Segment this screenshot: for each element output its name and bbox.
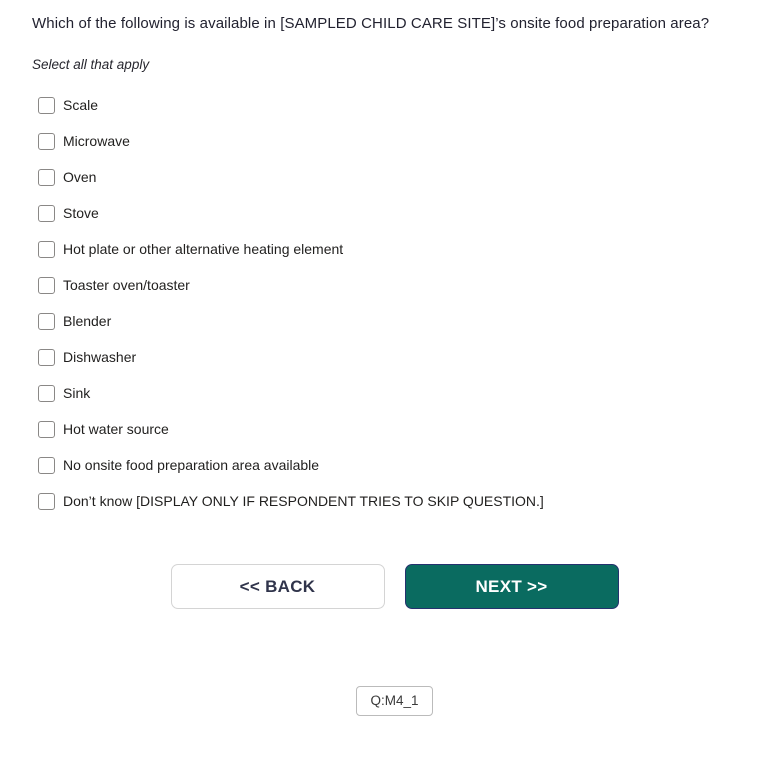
option-row-hot-water-source[interactable] (38, 411, 734, 447)
option-checkbox[interactable] (38, 133, 55, 150)
checkbox-option-list (38, 87, 734, 519)
question-id-row (32, 686, 734, 716)
option-row-sink[interactable] (38, 375, 734, 411)
next-button[interactable]: NEXT >> (405, 564, 619, 609)
option-checkbox[interactable] (38, 349, 55, 366)
option-row-hot-plate[interactable] (38, 231, 734, 267)
option-row-microwave[interactable] (38, 123, 734, 159)
option-row-no-onsite-area[interactable] (38, 447, 734, 483)
option-row-oven[interactable] (38, 159, 734, 195)
option-row-dishwasher[interactable] (38, 339, 734, 375)
option-row-stove[interactable] (38, 195, 734, 231)
option-label: Hot plate or other alternative heating element (63, 240, 344, 257)
option-row-toaster[interactable] (38, 267, 734, 303)
option-label: Microwave (63, 132, 130, 149)
option-row-dont-know[interactable] (38, 483, 734, 519)
option-label: Dishwasher (63, 348, 137, 365)
option-checkbox[interactable] (38, 421, 55, 438)
nav-button-row (32, 564, 734, 609)
option-label: Don’t know [DISPLAY ONLY IF RESPONDENT TRIES TO SKIP QUESTION.] (63, 492, 544, 509)
back-button[interactable]: << BACK (171, 564, 385, 609)
option-label: Oven (63, 168, 97, 185)
option-label: Scale (63, 96, 99, 113)
option-checkbox[interactable] (38, 169, 55, 186)
option-checkbox[interactable] (38, 457, 55, 474)
question-instruction: Select all that apply (32, 57, 150, 72)
option-label: No onsite food preparation area available (63, 456, 320, 473)
option-label: Toaster oven/toaster (63, 276, 190, 293)
option-row-scale[interactable] (38, 87, 734, 123)
option-checkbox[interactable] (38, 313, 55, 330)
option-checkbox[interactable] (38, 277, 55, 294)
option-row-blender[interactable] (38, 303, 734, 339)
option-checkbox[interactable] (38, 205, 55, 222)
option-checkbox[interactable] (38, 493, 55, 510)
option-label: Hot water source (63, 420, 169, 437)
question-id-badge: Q:M4_1 (356, 686, 432, 716)
option-checkbox[interactable] (38, 241, 55, 258)
option-label: Blender (63, 312, 112, 329)
option-label: Stove (63, 204, 99, 221)
option-checkbox[interactable] (38, 385, 55, 402)
question-title: Which of the following is available in [SAMPLED CHILD CARE SITE]’s onsite food preparation area? (32, 15, 710, 32)
option-checkbox[interactable] (38, 97, 55, 114)
option-label: Sink (63, 384, 91, 401)
